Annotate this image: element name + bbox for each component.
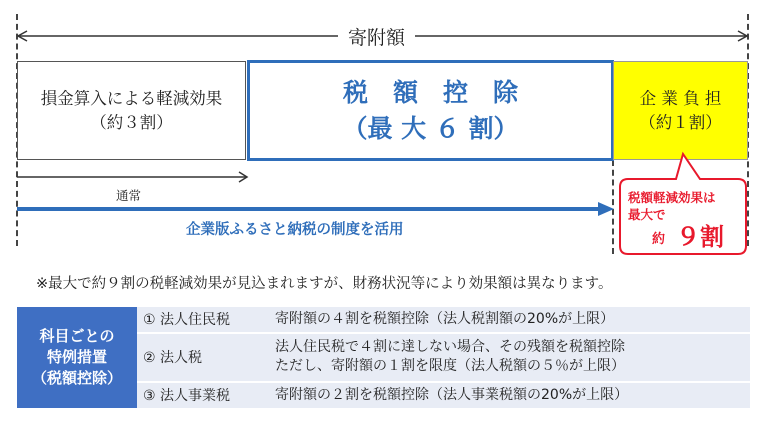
measures-lead-cell [17, 307, 137, 409]
tax-desc-enterprise [269, 382, 750, 409]
tax-desc-corporate-line2: ただし、寄附額の１割を限度（法人税額の５％が上限） [275, 358, 625, 375]
disclaimer-note: ※最大で約９割の税軽減効果が見込まれますが、財務状況等により効果額は異なります。 [36, 276, 613, 292]
program-arrow [16, 200, 616, 218]
tax-credit-line1: 税 額 控 除 [342, 77, 518, 107]
normal-arrow [16, 170, 252, 184]
measures-lead-line2: 特例措置 [46, 348, 107, 366]
tax-name-enterprise: ③ 法人事業税 [137, 382, 269, 409]
company-burden-line2: （約１割） [639, 112, 722, 132]
company-burden-line1: 企 業 負 担 [639, 88, 722, 108]
callout-line1: 税額軽減効果は [628, 190, 716, 205]
callout-prefix: 約 [652, 232, 666, 247]
tax-credit-box [247, 60, 614, 161]
tax-name-resident: ① 法人住民税 [137, 307, 269, 333]
tax-desc-enterprise-line1: 寄附額の２割を税額控除（法人事業税額の20%が上限） [275, 386, 629, 403]
tax-desc-resident [269, 307, 750, 333]
program-label: 企業版ふるさと納税の制度を活用 [186, 222, 404, 238]
donation-amount-label: 寄附額 [338, 23, 415, 50]
loss-deduction-line2: （約３割） [90, 112, 173, 132]
tax-credit-line2: （最 大 ６ 割） [342, 113, 519, 143]
callout-value: ９割 [676, 223, 724, 251]
loss-deduction-box [17, 61, 246, 160]
measures-lead-line1: 科目ごとの [39, 327, 115, 345]
special-measures-table [17, 307, 750, 410]
tax-name-corporate: ② 法人税 [137, 333, 269, 382]
normal-label: 通常 [116, 188, 142, 203]
loss-deduction-line1: 損金算入による軽減効果 [40, 88, 223, 108]
company-burden-box [613, 61, 748, 160]
tax-desc-corporate-line1: 法人住民税で４割に達しない場合、その残額を税額控除 [275, 339, 625, 356]
tax-desc-corporate [269, 333, 750, 382]
tax-desc-resident-line1: 寄附額の４割を税額控除（法人税割額の20%が上限） [275, 310, 615, 327]
table-row [17, 307, 750, 333]
measures-lead-line3: （税額控除） [31, 369, 122, 387]
callout-line2: 最大で [628, 207, 666, 222]
